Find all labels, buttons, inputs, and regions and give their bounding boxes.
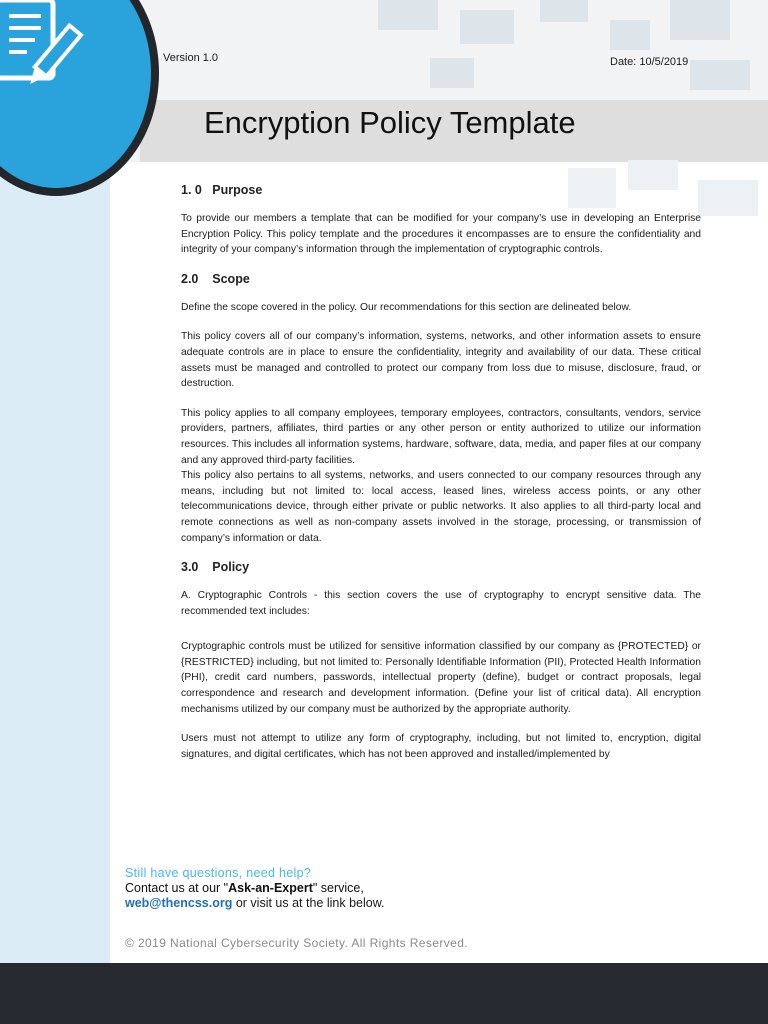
scope-paragraph-3: This policy applies to all company employees, temporary employees, contractors, consultants, vendors, service providers, partners, affiliates, third parties or any other person or entity authorized to utilize our information resources. This includes all information systems, hardware, software, data, media, and paper files at our company and any approved third-party facilities. bbox=[181, 407, 701, 466]
help-email-line bbox=[125, 896, 385, 911]
scope-paragraph-1: Define the scope covered in the policy. Our recommendations for this section are delineated below. bbox=[181, 301, 632, 313]
version-label: Version 1.0 bbox=[163, 52, 219, 64]
logo-circle bbox=[0, 0, 159, 196]
document-body bbox=[181, 183, 701, 776]
copyright: © 2019 National Cybersecurity Society. All Rights Reserved. bbox=[125, 936, 469, 950]
bottom-bar bbox=[0, 963, 768, 1024]
scope-heading: 2.0 Scope bbox=[181, 271, 250, 286]
date-label: Date: 10/5/2019 bbox=[610, 56, 689, 68]
contact-suffix: " service, bbox=[312, 881, 364, 895]
purpose-heading: 1. 0 Purpose bbox=[181, 183, 263, 197]
purpose-text: To provide our members a template that can be modified for your company’s use in developing an Enterprise Encryption Policy. This policy template and the procedures it encompasses are to ensure the confidentiality and integrity of your company’s information through the implementation of cryptographic controls. bbox=[181, 213, 701, 256]
help-contact-line bbox=[125, 881, 385, 896]
visit-text: or visit us at the link below. bbox=[232, 896, 385, 910]
help-block bbox=[125, 866, 385, 911]
document-pencil-icon bbox=[0, 0, 85, 102]
email-link[interactable]: web@thencss.org bbox=[125, 896, 233, 910]
policy-paragraph-1: A. Cryptographic Controls - this section covers the use of cryptography to encrypt sensitive data. The recommended text includes: bbox=[181, 590, 701, 617]
policy-paragraph-2: Cryptographic controls must be utilized for sensitive information classified by our company as {PROTECTED} or {RESTRICTED} including, but not limited to: Personally Identifiable Information (PII), Protected Health Information (PHI), credit card numbers, passwords, intellectual property (define), budget or contract proposals, legal correspondence and research and development information. (Define your list of critical data). All encryption mechanisms utilized by our company must be authorized by the appropriate authority. bbox=[181, 641, 701, 715]
policy-paragraph-3: Users must not attempt to utilize any form of cryptography, including, but not limited to, encryption, digital signatures, and digital certificates, which has not been approved and installed/implemented by bbox=[181, 733, 701, 760]
page-title: Encryption Policy Template bbox=[204, 105, 576, 140]
contact-prefix: Contact us at our " bbox=[125, 881, 229, 895]
scope-paragraph-2: This policy covers all of our company’s information, systems, networks, and other information assets to ensure adequate controls are in place to ensure the confidentiality, integrity and availability of our data. These critical assets must be managed and controlled to protect our company from loss due to misuse, disclosure, fraud, or destruction. bbox=[181, 331, 701, 390]
scope-paragraph-4: This policy also pertains to all systems, networks, and users connected to our company resources through any means, including but not limited to: local access, leased lines, wireless access points, or any other telecommunications device, through either private or public networks. It also applies to all third-party local and remote connections as well as non-company assets involved in the storage, processing, or transmission of company’s information or data. bbox=[181, 470, 701, 544]
policy-heading: 3.0 Policy bbox=[181, 560, 250, 575]
ask-an-expert-link[interactable]: Ask-an-Expert bbox=[228, 881, 313, 895]
help-question: Still have questions, need help? bbox=[125, 866, 312, 880]
